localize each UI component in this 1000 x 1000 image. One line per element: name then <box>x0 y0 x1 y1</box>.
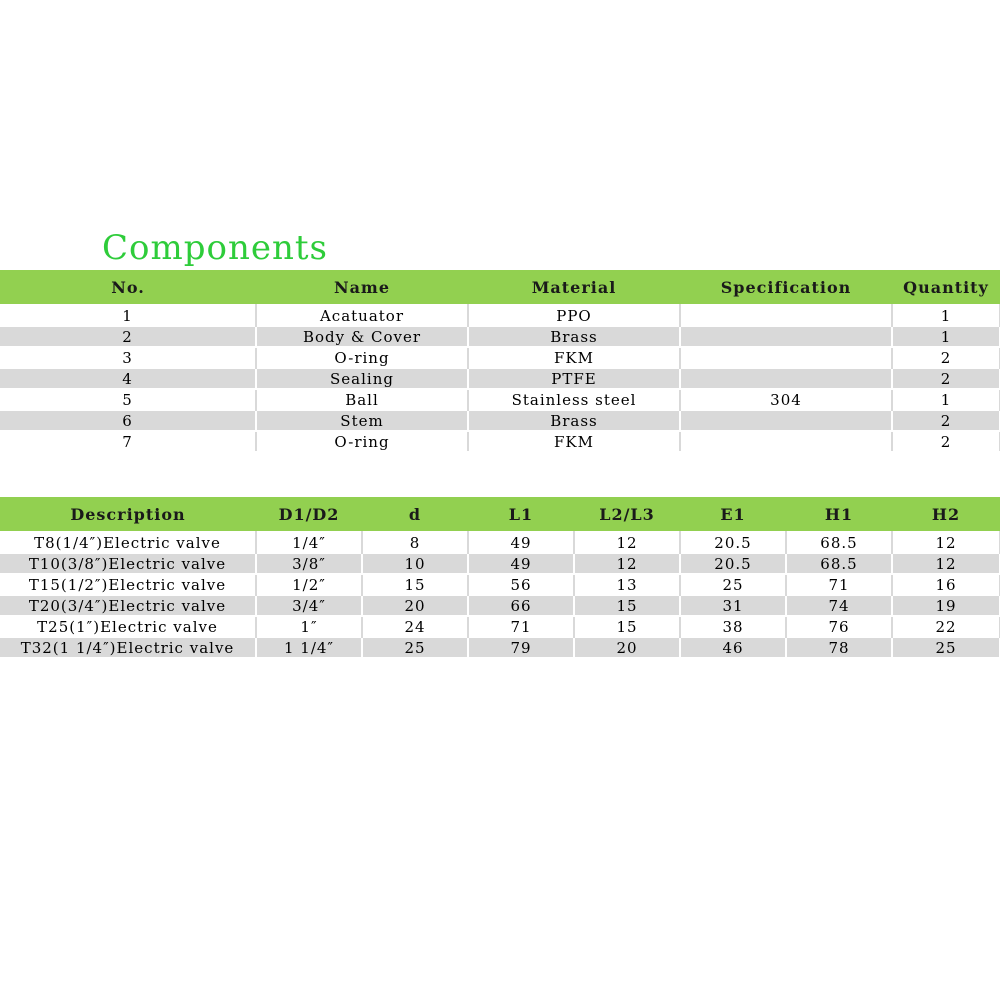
cell: T20(3/4″)Electric valve <box>0 595 256 616</box>
header-d1-d2: D1/D2 <box>256 497 362 532</box>
table-row <box>0 532 1000 553</box>
cell <box>680 347 892 368</box>
cell: 2 <box>892 431 1000 451</box>
header-l1: L1 <box>468 497 574 532</box>
header-h2: H2 <box>892 497 1000 532</box>
cell: Stainless steel <box>468 389 680 410</box>
cell: 1″ <box>256 616 362 637</box>
cell: 24 <box>362 616 468 637</box>
cell: 3/4″ <box>256 595 362 616</box>
cell: O-ring <box>256 347 468 368</box>
cell: 49 <box>468 532 574 553</box>
cell: 7 <box>0 431 256 451</box>
cell: 1/2″ <box>256 574 362 595</box>
cell: 1 <box>892 389 1000 410</box>
cell: 12 <box>574 532 680 553</box>
cell: 1 <box>892 326 1000 347</box>
cell: Acatuator <box>256 305 468 326</box>
cell: 19 <box>892 595 1000 616</box>
cell: 22 <box>892 616 1000 637</box>
cell: 56 <box>468 574 574 595</box>
cell: FKM <box>468 347 680 368</box>
cell <box>680 326 892 347</box>
cell <box>680 410 892 431</box>
header-h1: H1 <box>786 497 892 532</box>
header-no: No. <box>0 270 256 305</box>
header-e1: E1 <box>680 497 786 532</box>
header-name: Name <box>256 270 468 305</box>
header-l2-l3: L2/L3 <box>574 497 680 532</box>
table-row <box>0 389 1000 410</box>
cell: O-ring <box>256 431 468 451</box>
cell <box>680 431 892 451</box>
cell: 78 <box>786 637 892 657</box>
cell: 2 <box>0 326 256 347</box>
table-row <box>0 574 1000 595</box>
cell: 16 <box>892 574 1000 595</box>
cell: 1 1/4″ <box>256 637 362 657</box>
table-row <box>0 431 1000 451</box>
table-row <box>0 305 1000 326</box>
cell: 13 <box>574 574 680 595</box>
cell: 20.5 <box>680 553 786 574</box>
cell: 1 <box>0 305 256 326</box>
cell: 6 <box>0 410 256 431</box>
cell: 2 <box>892 368 1000 389</box>
dimensions-header-row <box>0 497 1000 532</box>
cell: 68.5 <box>786 553 892 574</box>
page-title: Components <box>102 228 328 268</box>
cell: 71 <box>786 574 892 595</box>
table-row <box>0 368 1000 389</box>
cell: 12 <box>892 532 1000 553</box>
cell: T25(1″)Electric valve <box>0 616 256 637</box>
cell: 20.5 <box>680 532 786 553</box>
cell: 15 <box>362 574 468 595</box>
cell: Sealing <box>256 368 468 389</box>
cell: 12 <box>892 553 1000 574</box>
cell: Stem <box>256 410 468 431</box>
table-row <box>0 616 1000 637</box>
cell: 31 <box>680 595 786 616</box>
cell: 1 <box>892 305 1000 326</box>
cell: FKM <box>468 431 680 451</box>
cell: T15(1/2″)Electric valve <box>0 574 256 595</box>
cell: 5 <box>0 389 256 410</box>
header-material: Material <box>468 270 680 305</box>
table-row <box>0 326 1000 347</box>
cell: T32(1 1/4″)Electric valve <box>0 637 256 657</box>
cell: 46 <box>680 637 786 657</box>
cell: Brass <box>468 326 680 347</box>
cell: 20 <box>574 637 680 657</box>
cell: 10 <box>362 553 468 574</box>
cell: 12 <box>574 553 680 574</box>
cell <box>680 368 892 389</box>
cell: 71 <box>468 616 574 637</box>
cell: T8(1/4″)Electric valve <box>0 532 256 553</box>
table-row <box>0 410 1000 431</box>
cell: 15 <box>574 616 680 637</box>
cell: 2 <box>892 347 1000 368</box>
cell: 74 <box>786 595 892 616</box>
cell: 15 <box>574 595 680 616</box>
header-d: d <box>362 497 468 532</box>
cell: Body & Cover <box>256 326 468 347</box>
cell: Ball <box>256 389 468 410</box>
cell: 8 <box>362 532 468 553</box>
header-description: Description <box>0 497 256 532</box>
cell: 38 <box>680 616 786 637</box>
table-row <box>0 553 1000 574</box>
components-table <box>0 270 1000 451</box>
cell: 3 <box>0 347 256 368</box>
cell: 25 <box>362 637 468 657</box>
cell: 1/4″ <box>256 532 362 553</box>
components-header-row <box>0 270 1000 305</box>
cell: T10(3/8″)Electric valve <box>0 553 256 574</box>
table-row <box>0 347 1000 368</box>
cell: 304 <box>680 389 892 410</box>
cell: 66 <box>468 595 574 616</box>
table-row <box>0 595 1000 616</box>
cell: PPO <box>468 305 680 326</box>
header-quantity: Quantity <box>892 270 1000 305</box>
cell: 79 <box>468 637 574 657</box>
cell: 4 <box>0 368 256 389</box>
table-row <box>0 637 1000 657</box>
cell: 68.5 <box>786 532 892 553</box>
cell: Brass <box>468 410 680 431</box>
cell: 49 <box>468 553 574 574</box>
cell: 20 <box>362 595 468 616</box>
cell: PTFE <box>468 368 680 389</box>
cell: 25 <box>680 574 786 595</box>
cell: 25 <box>892 637 1000 657</box>
cell: 76 <box>786 616 892 637</box>
cell <box>680 305 892 326</box>
cell: 3/8″ <box>256 553 362 574</box>
header-specification: Specification <box>680 270 892 305</box>
dimensions-table <box>0 497 1000 657</box>
cell: 2 <box>892 410 1000 431</box>
